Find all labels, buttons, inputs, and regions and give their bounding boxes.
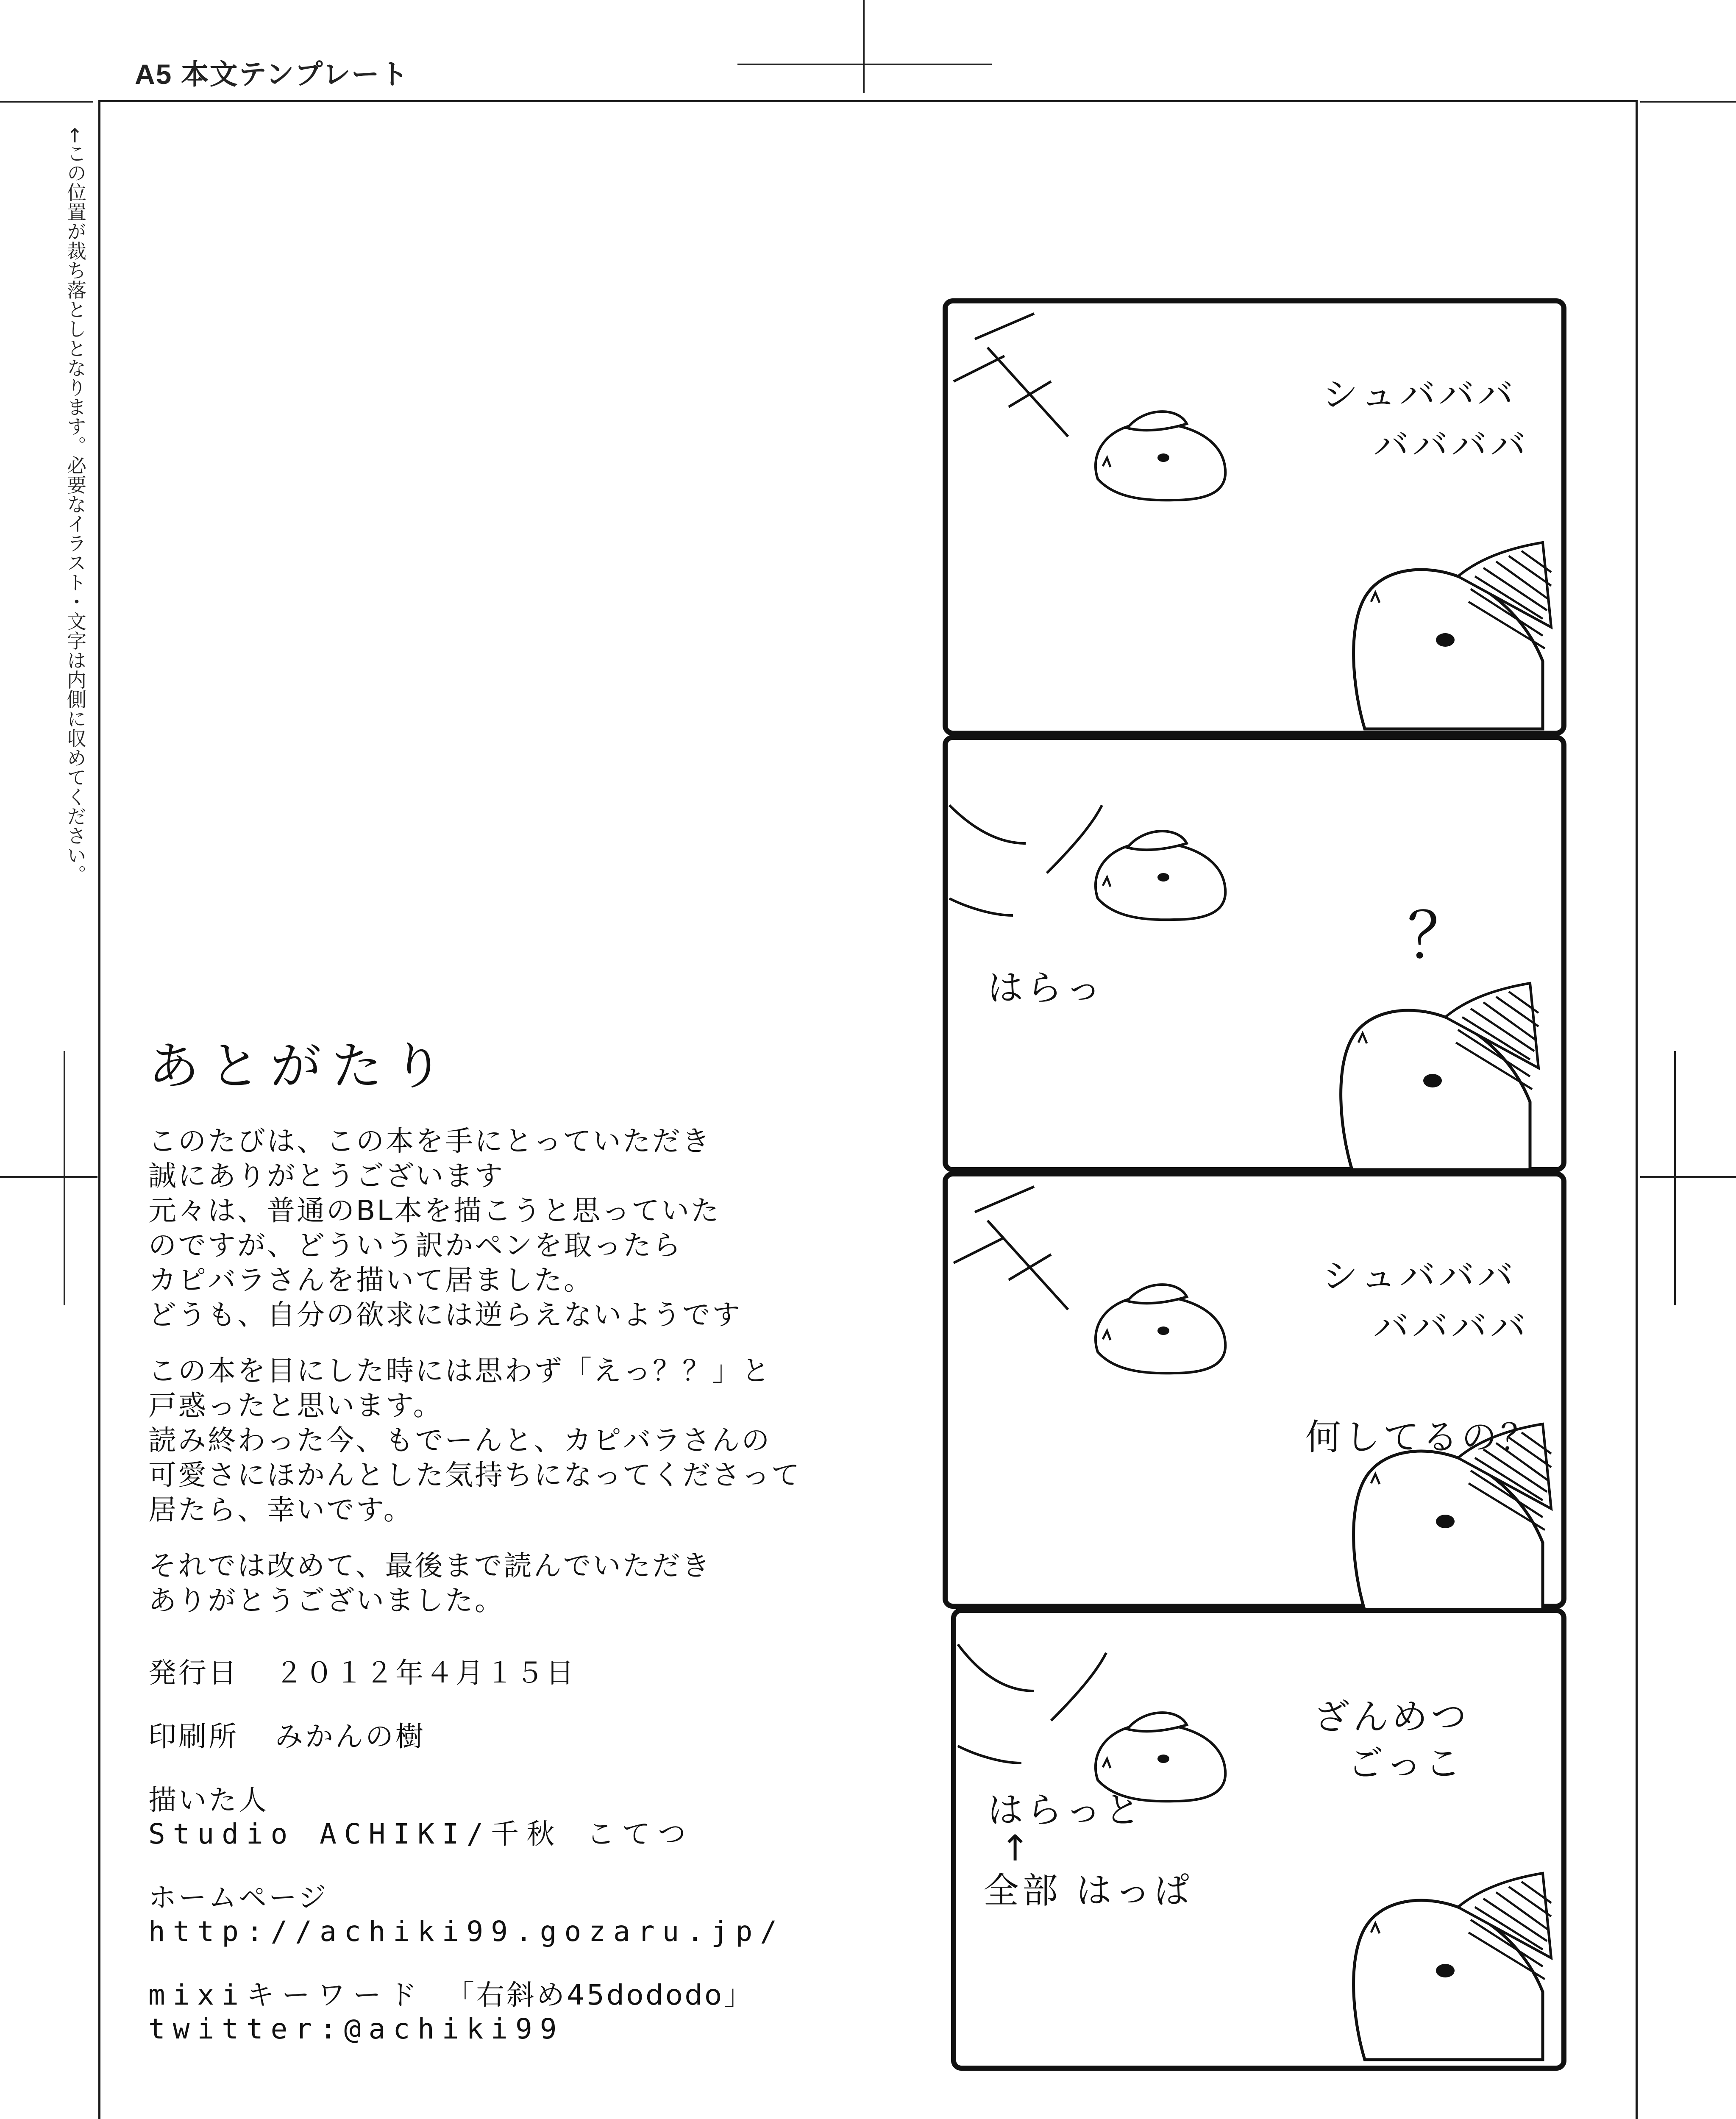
panel1-sfx-1: シュバババ bbox=[1322, 374, 1517, 415]
crop-mark bbox=[737, 64, 992, 65]
mixi-keyword bbox=[148, 1979, 754, 2011]
author-label: 描いた人 bbox=[148, 1784, 269, 1816]
twitter-handle[interactable]: twitter:@achiki99 bbox=[148, 2013, 565, 2045]
mixi-value: 「右斜め45dododo」 bbox=[446, 1979, 754, 2011]
panel3-sfx-1: シュバババ bbox=[1322, 1255, 1517, 1297]
comic-panel-3 bbox=[945, 1174, 1564, 1610]
bleed-note-side: ←この位置が裁ち落としとなります。必要なイラスト・文字は内側に収めてください。 bbox=[64, 127, 87, 884]
crop-mark bbox=[863, 0, 865, 93]
issue-date-value: ２０１２年４月１５日 bbox=[275, 1657, 576, 1689]
panel4-sfx-3: はらっと bbox=[988, 1789, 1144, 1831]
colophon-homepage bbox=[148, 1881, 954, 1949]
panel4-sfx-5: 全部 はっぱ bbox=[983, 1870, 1193, 1911]
colophon-printer bbox=[148, 1720, 954, 1754]
panel3-sfx-3: 何してるの？ bbox=[1305, 1416, 1540, 1458]
comic-panel-4 bbox=[954, 1610, 1564, 2068]
afterword bbox=[148, 1026, 954, 2076]
homepage-url[interactable]: http://achiki99.gozaru.jp/ bbox=[148, 1915, 785, 1948]
comic-panel-2 bbox=[945, 737, 1564, 1170]
crop-mark bbox=[0, 1176, 97, 1178]
crop-mark bbox=[1674, 1051, 1676, 1305]
colophon bbox=[148, 1656, 954, 2046]
afterword-line: のですが、どういう訳かペンを取ったら bbox=[148, 1229, 682, 1262]
afterword-line: ありがとうございました。 bbox=[148, 1584, 504, 1617]
panel4-sfx-2: ごっこ bbox=[1348, 1743, 1464, 1784]
afterword-line: それでは改めて、最後まで読んでいただき bbox=[148, 1549, 712, 1582]
afterword-line: 戸惑ったと思います。 bbox=[148, 1389, 443, 1422]
afterword-title: あとがたり bbox=[148, 1037, 453, 1096]
homepage-label: ホームページ bbox=[148, 1881, 328, 1914]
comic-panel-1 bbox=[945, 301, 1564, 733]
afterword-paragraph bbox=[148, 1124, 954, 1332]
printer-label: 印刷所 bbox=[148, 1720, 239, 1753]
afterword-line: 可愛さにほかんとした気持ちになってくださって bbox=[148, 1459, 801, 1491]
afterword-paragraph bbox=[148, 1354, 954, 1527]
crop-mark bbox=[64, 1051, 65, 1305]
afterword-line: 誠にありがとうございます bbox=[148, 1160, 504, 1192]
panel2-sfx-2: ？ bbox=[1407, 899, 1474, 973]
four-panel-comic bbox=[941, 297, 1568, 2077]
crop-mark bbox=[1640, 101, 1736, 103]
colophon-author bbox=[148, 1783, 954, 1851]
panel4-sfx-1: ざんめつ bbox=[1314, 1696, 1470, 1738]
comic-drawing bbox=[941, 297, 1568, 2077]
issue-date-label: 発行日 bbox=[148, 1657, 239, 1689]
panel4-sfx-4: ↑ bbox=[1000, 1827, 1034, 1869]
afterword-line: 元々は、普通のBL本を描こうと思っていた bbox=[148, 1194, 721, 1227]
colophon-sns bbox=[148, 1978, 954, 2046]
afterword-paragraph bbox=[148, 1549, 954, 1618]
colophon-issue-date bbox=[148, 1656, 954, 1690]
printer-value: みかんの樹 bbox=[275, 1720, 426, 1753]
afterword-line: どうも、自分の欲求には逆らえないようです bbox=[148, 1299, 742, 1331]
afterword-line: この本を目にした時には思わず「えっ？？」と bbox=[148, 1354, 771, 1387]
panel3-sfx-2: ババババ bbox=[1373, 1306, 1530, 1348]
afterword-line: 居たら、幸いです。 bbox=[148, 1493, 413, 1526]
author-value: Studio ACHIKI/千秋 こてつ bbox=[148, 1818, 694, 1850]
afterword-line: このたびは、この本を手にとっていただき bbox=[148, 1125, 712, 1157]
afterword-line: 読み終わった今、もでーんと、カピバラさんの bbox=[148, 1424, 771, 1457]
crop-mark bbox=[0, 101, 93, 103]
afterword-line: カピバラさんを描いて居ました。 bbox=[148, 1264, 593, 1296]
panel1-sfx-2: ババババ bbox=[1373, 425, 1530, 466]
mixi-label: mixiキーワード bbox=[148, 1979, 424, 2011]
template-title: A5 本文テンプレート bbox=[135, 58, 409, 90]
panel2-sfx-1: はらっ bbox=[988, 967, 1105, 1009]
crop-mark bbox=[1640, 1176, 1736, 1178]
